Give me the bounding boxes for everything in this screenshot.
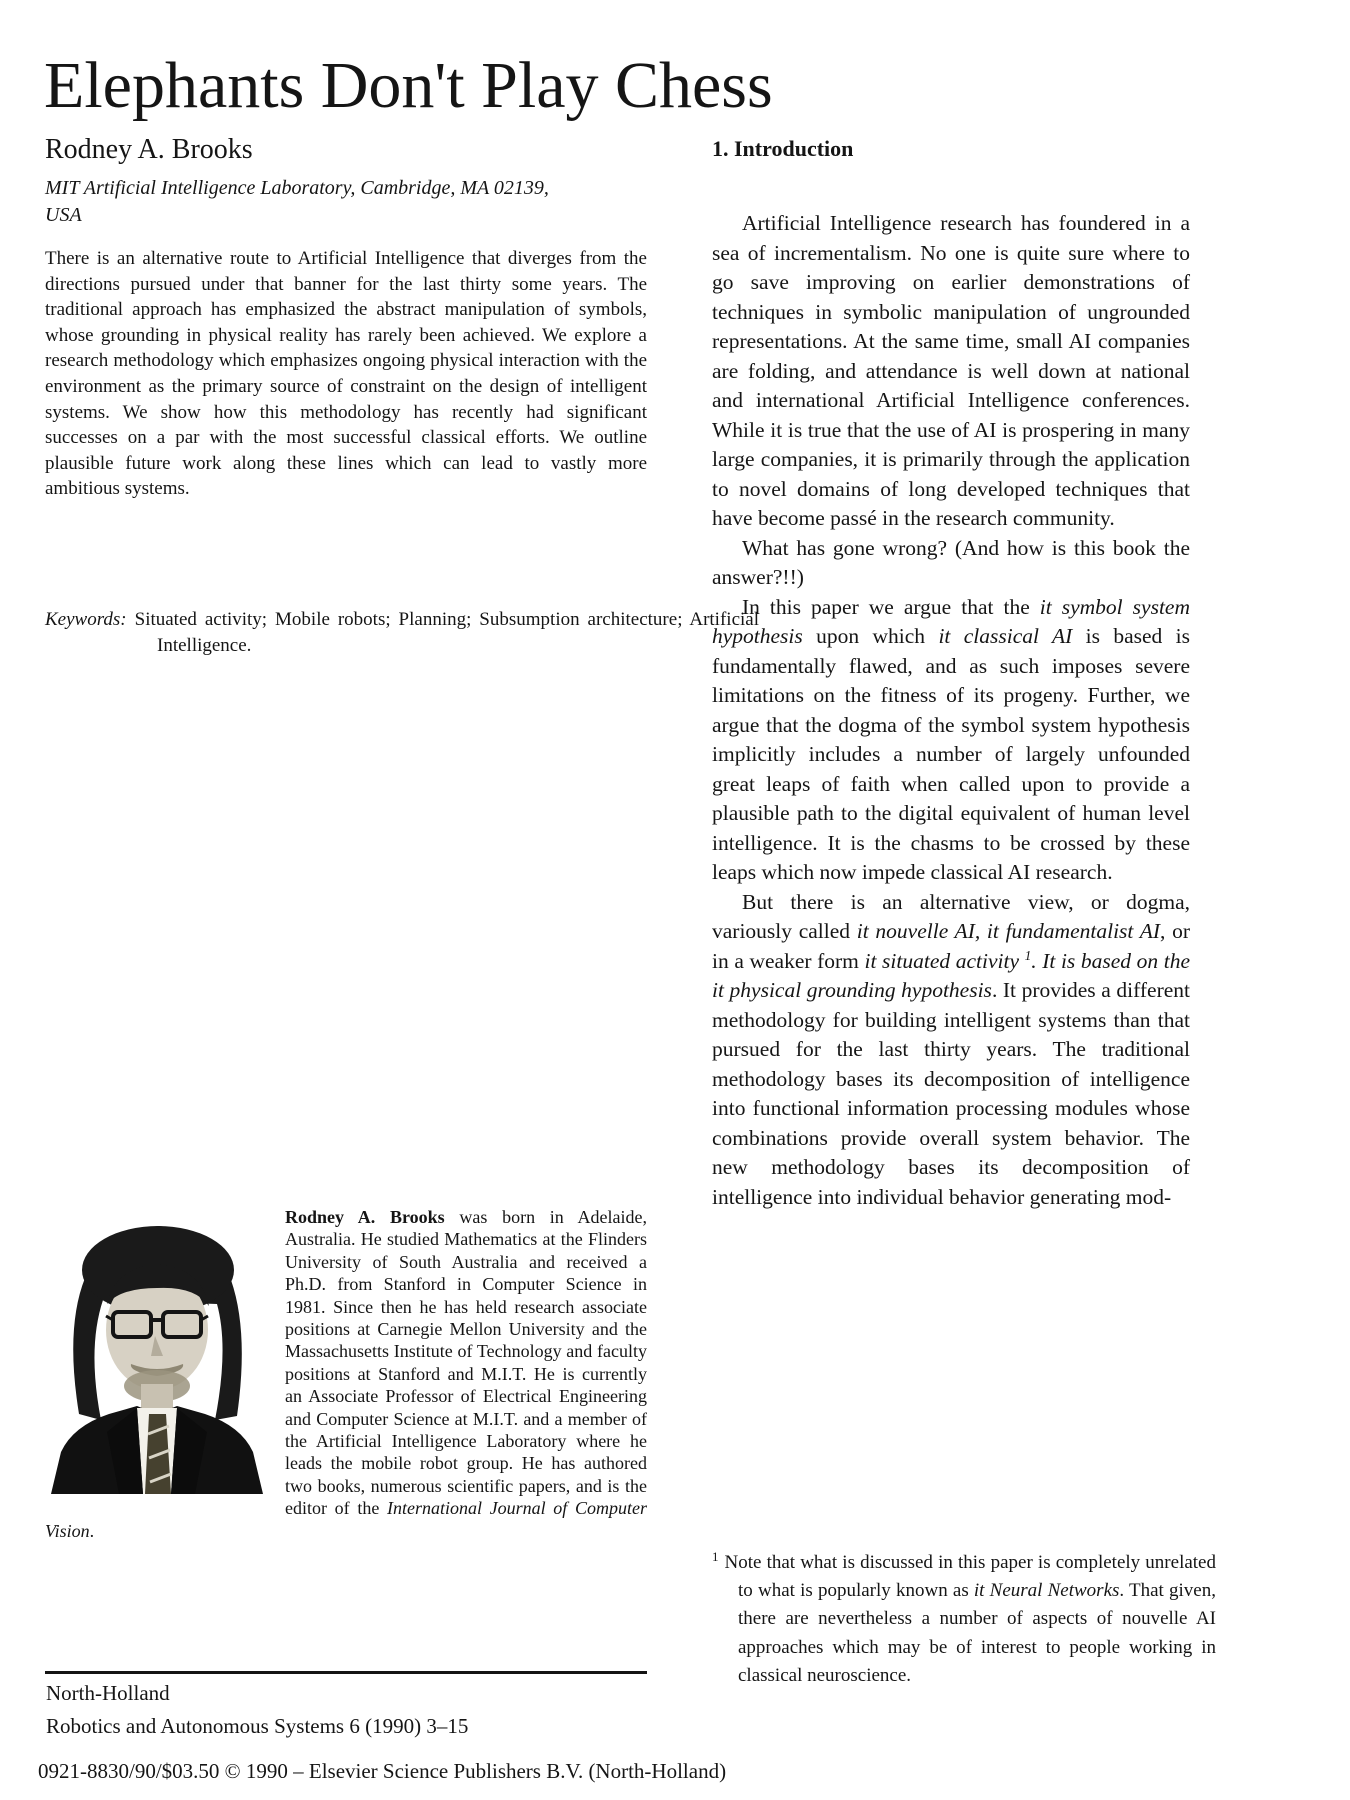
publisher-name: North-Holland — [46, 1681, 170, 1705]
paper-title: Elephants Don't Play Chess — [44, 49, 773, 123]
body-paragraph: What has gone wrong? (And how is this book the answer?!!) — [712, 535, 1190, 589]
keywords-block — [45, 607, 759, 659]
author-affiliation — [45, 175, 647, 229]
footnote-marker: 1 — [712, 1548, 719, 1564]
footnote-text: Note that what is discussed in this paper is completely unrelated to what is popularly known as it Neural Networks. That given, there are nevertheless a number of aspects of nouvelle AI approaches which may be of interest to people working in classical neuroscience. — [724, 1552, 1216, 1686]
portrait-photo-graphic — [45, 1208, 269, 1494]
author-biography-text: Rodney A. Brooks was born in Adelaide, Australia. He studied Mathematics at the Flinders University of South Australia and received a Ph.D. from Stanford in Computer Science in 1981. Since then he has held research associate positions at Carnegie Mellon University and the Massachusetts Institute of Technology and faculty positions at Stanford and M.I.T. He is currently an Associate Professor of Electrical Engineering and Computer Science at M.I.T. and a member of the Artificial Intelligence Laboratory where he leads the mobile robot group. He has authored two books, numerous scientific papers, and is the editor of the International Journal of Computer Vision. — [45, 1207, 648, 1541]
footer-rule — [45, 1671, 647, 1674]
author-name: Rodney A. Brooks — [45, 134, 253, 165]
body-paragraph: Artificial Intelligence research has foundered in a sea of incrementalism. No one is quite sure where to go save improving on earlier demonstrations of techniques in symbolic manipulation of ungrounded representations. At the same time, small AI companies are folding, and attendance is well down at national and international Artificial Intelligence conferences. While it is true that the use of AI is prospering in many large companies, it is primarily through the application to novel domains of long developed techniques that have become passé in the research community. — [712, 211, 1190, 530]
copyright-issn-line: 0921-8830/90/$03.50 © 1990 – Elsevier Science Publishers B.V. (North-Holland) — [38, 1759, 727, 1783]
affiliation-line-2: USA — [45, 204, 82, 226]
journal-citation: Robotics and Autonomous Systems 6 (1990) 3–15 — [46, 1714, 469, 1738]
affiliation-line-1: MIT Artificial Intelligence Laboratory, Cambridge, MA 02139, — [45, 177, 549, 199]
abstract-text: There is an alternative route to Artificial Intelligence that diverges from the directions pursued under that banner for the last thirty some years. The traditional approach has emphasized the abstract manipulation of symbols, whose grounding in physical reality has rarely been achieved. We explore a research methodology which emphasizes ongoing physical interaction with the environment as the primary source of constraint on the design of intelligent systems. We show how this methodology has recently had significant successes on a par with the most successful classical efforts. We outline plausible future work along these lines which can lead to vastly more ambitious systems. — [45, 248, 647, 500]
author-biography-block — [45, 1206, 647, 1542]
keywords-text: Situated activity; Mobile robots; Planning; Subsumption architecture; Artificial Intelligence. — [134, 609, 759, 656]
byline-block — [45, 134, 647, 229]
introduction-body — [712, 209, 1190, 1212]
body-paragraph: In this paper we argue that the it symbol system hypothesis upon which it classical AI is based is fundamentally flawed, and as such imposes severe limitations on the fitness of its progeny. Further, we argue that the dogma of the symbol system hypothesis implicitly includes a number of largely unfounded great leaps of faith when called upon to provide a plausible path to the digital equivalent of human level intelligence. It is the chasms to be crossed by these leaps which now impede classical AI research. — [712, 594, 1191, 884]
section-heading-introduction: 1. Introduction — [712, 136, 854, 161]
footnote — [712, 1549, 1216, 1690]
keywords-label: Keywords: — [45, 609, 127, 630]
right-column — [712, 136, 1190, 1212]
author-photo — [45, 1208, 269, 1494]
body-paragraph: But there is an alternative view, or dogma, variously called it nouvelle AI, it fundamentalist AI, or in a weaker form it situated activity $^1$. It is based on the it physical grounding hypothesis. It provides a different methodology for building intelligent systems than that pursued for the last thirty years. The traditional methodology bases its decomposition of intelligence into functional information processing modules whose combinations provide overall system behavior. The new methodology bases its decomposition of intelligence into individual behavior generating mod- — [712, 889, 1191, 1209]
